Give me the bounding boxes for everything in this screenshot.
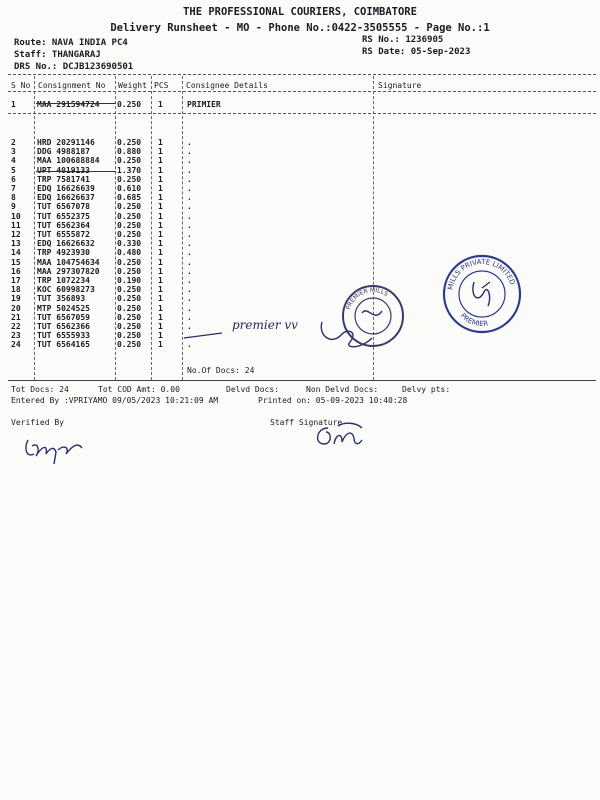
delvd-docs: Delvd Docs:: [226, 385, 279, 394]
row-weight: 0.685: [117, 193, 142, 203]
row-weight: 0.250: [117, 156, 142, 166]
row-consignee: .: [187, 184, 192, 193]
row-pcs: 1: [158, 193, 163, 203]
company-stamp: [440, 252, 524, 336]
row-weight: 1.370: [117, 165, 142, 175]
row-consignment-no: TUT 6567059: [37, 312, 90, 322]
company-title: THE PROFESSIONAL COURIERS, COIMBATORE: [183, 6, 417, 18]
row-consignee: .: [187, 147, 192, 157]
rs-number: RS No.: 1236905: [362, 35, 444, 45]
row-consignment-no: KOC 60998273: [37, 285, 95, 295]
row-pcs: 1: [158, 312, 163, 322]
row-sno: 19: [11, 294, 21, 304]
row-consignee: .: [187, 340, 192, 350]
row-consignment-no: EDQ 16626639: [37, 184, 95, 193]
row-weight: 0.250: [117, 138, 142, 147]
staff-signature: [308, 420, 368, 452]
row-pcs: 1: [158, 303, 163, 313]
row-pcs: 1: [158, 165, 163, 175]
row-consignment-no: EDQ 16626632: [37, 239, 95, 249]
row-consignment-no: MAA 100688884: [37, 156, 100, 166]
printed-on: Printed on: 05-09-2023 10:40:28: [258, 396, 408, 405]
row-weight: 0.250: [117, 202, 142, 212]
row-weight: 0.250: [117, 331, 142, 341]
row-sno: 8: [11, 193, 16, 203]
row-sno: 23: [11, 331, 21, 341]
row-sno: 24: [11, 340, 21, 350]
row-sno: 10: [11, 211, 21, 221]
row-consignee: .: [187, 239, 192, 249]
column-divider: [115, 76, 116, 380]
row-consignee: PRIMIER: [187, 100, 221, 109]
row-consignee: .: [187, 156, 192, 166]
row-consignment-no: TRP 7581741: [37, 174, 90, 184]
row-sno: 3: [11, 147, 16, 157]
row-weight: 0.250: [117, 211, 142, 221]
row-pcs: 1: [158, 211, 163, 221]
row-consignment-no: UPT 4019133: [37, 165, 90, 175]
row-pcs: 1: [158, 138, 163, 147]
tot-docs: Tot Docs: 24: [11, 385, 69, 394]
row-consignment-no: TUT 6555872: [37, 230, 90, 239]
row-sno: 14: [11, 248, 21, 258]
col-header-consignment: Consignment No: [38, 81, 106, 90]
row-pcs: 1: [158, 100, 163, 109]
row-consignee: .: [187, 266, 192, 276]
row-sno: 2: [11, 138, 16, 147]
row-consignee: .: [187, 257, 192, 267]
row-sno: 1: [11, 100, 16, 109]
row-consignee: .: [187, 276, 192, 285]
strike-mark: [36, 171, 116, 172]
staff-signature-label: Staff Signature: [270, 418, 343, 427]
runsheet-subtitle: Delivery Runsheet - MO - Phone No.:0422-3505555 - Page No.:1: [110, 22, 490, 34]
verified-by-label: Verified By: [11, 418, 64, 427]
row-sno: 17: [11, 276, 21, 285]
row-consignee: .: [187, 294, 192, 304]
row-sno: 11: [11, 220, 21, 230]
row-consignee: .: [187, 285, 192, 295]
row-sno: 13: [11, 239, 21, 249]
row-consignee: .: [187, 193, 192, 203]
row-sno: 22: [11, 322, 21, 331]
row-pcs: 1: [158, 340, 163, 350]
entered-by: Entered By :VPRIYAMO 09/05/2023 10:21:09 AM: [11, 396, 219, 405]
row-weight: 0.330: [117, 239, 142, 249]
row-consignee: .: [187, 303, 192, 313]
row-pcs: 1: [158, 230, 163, 239]
row-weight: 0.250: [117, 257, 142, 267]
row-sno: 18: [11, 285, 21, 295]
row-consignment-no: TUT 6562366: [37, 322, 90, 331]
row-sno: 16: [11, 266, 21, 276]
row-pcs: 1: [158, 257, 163, 267]
row-consignee: .: [187, 202, 192, 212]
row-consignment-no: TUT 6552375: [37, 211, 90, 221]
non-delvd-docs: Non Delvd Docs:: [306, 385, 379, 394]
row-pcs: 1: [158, 285, 163, 295]
col-header-sno: S No: [11, 81, 31, 90]
company-stamp-small: [340, 283, 406, 349]
row-pcs: 1: [158, 322, 163, 331]
row-weight: 0.250: [117, 230, 142, 239]
table-bottom-rule: [8, 380, 596, 381]
table-header-rule: [8, 91, 596, 92]
row-sno: 5: [11, 165, 16, 175]
svg-text:PREMIER: PREMIER: [458, 311, 489, 329]
column-divider: [34, 76, 35, 380]
column-divider: [151, 76, 152, 380]
staff-label: Staff: THANGARAJ: [14, 50, 101, 60]
row-weight: 0.250: [117, 340, 142, 350]
row-sno: 20: [11, 303, 21, 313]
row-separator: [8, 113, 596, 114]
row-consignment-no: EDQ 16626637: [37, 193, 95, 203]
row-consignee: .: [187, 174, 192, 184]
row-weight: 0.250: [117, 220, 142, 230]
row-consignee: .: [187, 220, 192, 230]
row-consignment-no: MAA 297307820: [37, 266, 100, 276]
row-pcs: 1: [158, 331, 163, 341]
col-header-signature: Signature: [378, 81, 422, 90]
row-weight: 0.250: [117, 322, 142, 331]
drs-number: DRS No.: DCJB123690501: [14, 62, 134, 72]
row-consignment-no: DDG 4988187: [37, 147, 90, 157]
col-header-weight: Weight: [118, 81, 147, 90]
row-sno: 6: [11, 174, 16, 184]
row-consignment-no: TUT 6564165: [37, 340, 90, 350]
row-consignee: .: [187, 230, 192, 239]
svg-text:MILLS PRIVATE LIMITED: MILLS PRIVATE LIMITED: [446, 257, 517, 291]
row-weight: 0.250: [117, 174, 142, 184]
row-sno: 21: [11, 312, 21, 322]
strike-mark: [36, 103, 116, 104]
row-weight: 0.880: [117, 147, 142, 157]
row-weight: 0.250: [117, 312, 142, 322]
row-consignment-no: MAA 104754634: [37, 257, 100, 267]
row-sno: 15: [11, 257, 21, 267]
row-pcs: 1: [158, 220, 163, 230]
row-pcs: 1: [158, 174, 163, 184]
row-weight: 0.250: [117, 100, 142, 109]
row-pcs: 1: [158, 147, 163, 157]
row-pcs: 1: [158, 248, 163, 258]
row-consignment-no: HRD 20291146: [37, 138, 95, 147]
row-sno: 7: [11, 184, 16, 193]
row-weight: 0.480: [117, 248, 142, 258]
row-pcs: 1: [158, 202, 163, 212]
row-pcs: 1: [158, 276, 163, 285]
row-pcs: 1: [158, 156, 163, 166]
row-consignee: .: [187, 322, 192, 331]
row-consignment-no: TUT 6567078: [37, 202, 90, 212]
row-consignment-no: TRP 1072234: [37, 276, 90, 285]
row-consignment-no: MTP 5024525: [37, 303, 90, 313]
row-pcs: 1: [158, 239, 163, 249]
row-weight: 0.250: [117, 303, 142, 313]
consignee-handwritten-note: premier vv: [232, 318, 298, 332]
row-sno: 4: [11, 156, 16, 166]
row-consignment-no: TUT 6555933: [37, 331, 90, 341]
row-consignee: .: [187, 138, 192, 147]
row-consignee: .: [187, 331, 192, 341]
col-header-pcs: PCS: [154, 81, 169, 90]
tot-cod-amt: Tot COD Amt: 0.00: [98, 385, 180, 394]
row-weight: 0.250: [117, 294, 142, 304]
row-consignee: .: [187, 211, 192, 221]
row-sno: 9: [11, 202, 16, 212]
verified-signature: [22, 428, 92, 468]
route-label: Route: NAVA INDIA PC4: [14, 38, 128, 48]
svg-text:PREMIER MILLS: PREMIER MILLS: [344, 286, 390, 311]
row-weight: 0.610: [117, 184, 142, 193]
row-weight: 0.250: [117, 285, 142, 295]
rs-date: RS Date: 05-Sep-2023: [362, 47, 471, 57]
row-consignee: .: [187, 248, 192, 258]
row-pcs: 1: [158, 266, 163, 276]
row-consignment-no: TRP 4923930: [37, 248, 90, 258]
col-header-consignee: Consignee Details: [186, 81, 268, 90]
row-pcs: 1: [158, 184, 163, 193]
delvy-pts: Delvy pts:: [402, 385, 451, 394]
row-consignee: .: [187, 312, 192, 322]
row-pcs: 1: [158, 294, 163, 304]
row-consignment-no: TUT 356893: [37, 294, 86, 304]
table-top-rule: [8, 74, 596, 75]
row-weight: 0.190: [117, 276, 142, 285]
row-weight: 0.250: [117, 266, 142, 276]
row-consignment-no: TUT 6562364: [37, 220, 90, 230]
row-sno: 12: [11, 230, 21, 239]
row-consignee: .: [187, 165, 192, 175]
row-consignment-no: MAA 291594724: [37, 100, 100, 109]
no-of-docs: No.Of Docs: 24: [187, 366, 255, 375]
